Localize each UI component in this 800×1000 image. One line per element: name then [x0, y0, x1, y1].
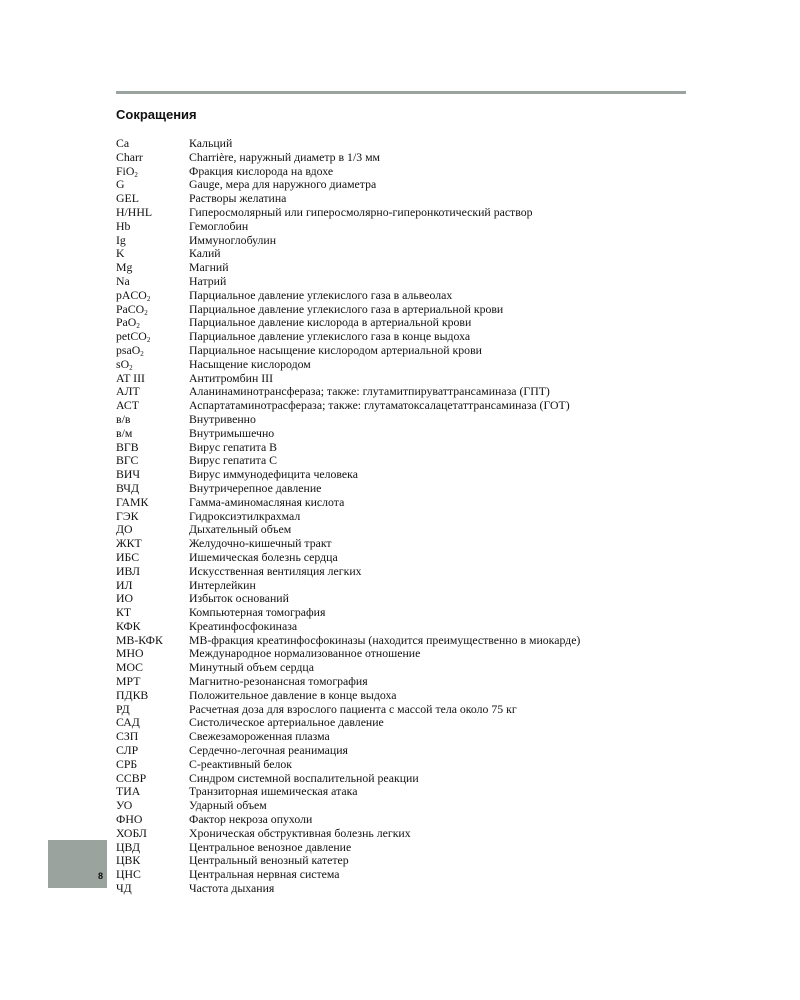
- abbreviation-definition: Парциальное давление кислорода в артериальной крови: [189, 315, 472, 330]
- abbreviation-term-base: pACO: [116, 287, 147, 302]
- abbreviation-entry: [116, 427, 686, 441]
- abbreviation-term: ВЧД: [116, 480, 139, 495]
- abbreviation-term: AT III: [116, 370, 145, 385]
- abbreviation-definition: Магнитно-резонансная томография: [189, 674, 368, 689]
- abbreviation-term-subscript: 2: [146, 336, 151, 345]
- abbreviation-term: [116, 344, 189, 358]
- abbreviation-entry: [116, 579, 686, 593]
- abbreviation-entry: [116, 413, 686, 427]
- abbreviation-term: GEL: [116, 191, 139, 206]
- abbreviation-definition: Транзиторная ишемическая атака: [189, 784, 358, 799]
- abbreviation-entry: [116, 468, 686, 482]
- abbreviation-entry: [116, 192, 686, 206]
- abbreviation-definition: Центральное венозное давление: [189, 839, 352, 854]
- abbreviation-term: ДО: [116, 522, 133, 537]
- abbreviation-term: ЖКТ: [116, 536, 142, 551]
- abbreviation-term-base: PaCO: [116, 301, 145, 316]
- abbreviation-entry: [116, 137, 686, 151]
- abbreviation-entry: [116, 758, 686, 772]
- abbreviation-list: [116, 137, 686, 896]
- abbreviation-definition: Свежезамороженная плазма: [189, 729, 330, 744]
- abbreviation-definition: Charrière, наружный диаметр в 1/3 мм: [189, 149, 380, 164]
- abbreviation-term: АЛТ: [116, 384, 140, 399]
- abbreviation-entry: [116, 261, 686, 275]
- abbreviation-term: ИВЛ: [116, 563, 140, 578]
- abbreviation-definition: Вирус гепатита С: [189, 453, 277, 468]
- abbreviation-term: УО: [116, 798, 133, 813]
- abbreviation-term: СЗП: [116, 729, 139, 744]
- abbreviation-term: СРБ: [116, 756, 138, 771]
- abbreviation-definition: Интерлейкин: [189, 577, 256, 592]
- abbreviation-definition: Кальций: [189, 136, 233, 150]
- abbreviation-term: ХОБЛ: [116, 825, 147, 840]
- abbreviation-entry: [116, 882, 686, 896]
- abbreviation-term: МНО: [116, 646, 144, 661]
- page-number-tab: [48, 840, 107, 888]
- abbreviation-definition: Аланинаминотрансфераза; также: глутамитпируваттрансаминаза (ГПТ): [189, 384, 550, 399]
- abbreviation-term: ЦВК: [116, 853, 141, 868]
- abbreviation-definition: Избыток оснований: [189, 591, 289, 606]
- abbreviation-term: [116, 358, 189, 372]
- abbreviation-definition: Минутный объем сердца: [189, 660, 314, 675]
- abbreviation-definition: Компьютерная томография: [189, 605, 326, 620]
- abbreviation-definition: Внутримышечно: [189, 425, 275, 440]
- abbreviation-entry: [116, 330, 686, 344]
- abbreviation-term: ФНО: [116, 812, 143, 827]
- abbreviation-definition: Желудочно-кишечный тракт: [189, 536, 332, 551]
- abbreviation-term: G: [116, 177, 125, 192]
- abbreviation-term: [116, 289, 189, 303]
- abbreviation-entry: [116, 482, 686, 496]
- abbreviation-term: ВГС: [116, 453, 139, 468]
- abbreviation-term: МОС: [116, 660, 144, 675]
- abbreviation-term: Hb: [116, 218, 131, 233]
- abbreviation-definition: Частота дыхания: [189, 881, 275, 896]
- abbreviation-term: [116, 303, 189, 317]
- abbreviation-entry: [116, 606, 686, 620]
- abbreviation-term: [116, 165, 189, 179]
- abbreviation-definition: Внутричерепное давление: [189, 480, 322, 495]
- abbreviation-term-subscript: 2: [134, 170, 138, 179]
- abbreviation-definition: Гиперосмолярный или гиперосмолярно-гиперонкотический раствор: [189, 204, 533, 219]
- header-rule: [116, 91, 686, 94]
- abbreviation-definition: Гидроксиэтилкрахмал: [189, 508, 301, 523]
- abbreviation-entry: [116, 454, 686, 468]
- abbreviation-entry: [116, 661, 686, 675]
- abbreviation-entry: [116, 441, 686, 455]
- abbreviation-term: МВ-КФК: [116, 632, 163, 647]
- abbreviation-term: H/HHL: [116, 204, 153, 219]
- abbreviation-entry: [116, 716, 686, 730]
- abbreviation-definition: Калий: [189, 246, 221, 261]
- abbreviation-definition: Парциальное насыщение кислородом артериальной крови: [189, 342, 482, 357]
- abbreviation-definition: Аспартатаминотрасфераза; также: глутаматоксалацетаттрансаминаза (ГОТ): [189, 398, 570, 413]
- abbreviation-definition: Вирус иммунодефицита человека: [189, 467, 358, 482]
- abbreviation-term: в/м: [116, 425, 133, 440]
- abbreviation-entry: [116, 372, 686, 386]
- abbreviation-entry: [116, 165, 686, 179]
- abbreviation-term: Mg: [116, 260, 133, 275]
- abbreviation-term-subscript: 2: [144, 308, 148, 317]
- abbreviation-term: K: [116, 246, 125, 261]
- abbreviation-term: ВГВ: [116, 439, 139, 454]
- abbreviation-definition: Центральный венозный катетер: [189, 853, 349, 868]
- abbreviation-entry: [116, 178, 686, 192]
- abbreviation-definition: Насыщение кислородом: [189, 356, 311, 371]
- abbreviation-entry: [116, 772, 686, 786]
- abbreviation-term: ТИА: [116, 784, 141, 799]
- abbreviation-definition: Центральная нервная система: [189, 867, 340, 882]
- abbreviation-entry: [116, 247, 686, 261]
- abbreviation-entry: [116, 592, 686, 606]
- abbreviation-term-subscript: 2: [136, 322, 140, 331]
- abbreviation-term: ССВР: [116, 770, 147, 785]
- abbreviation-entry: [116, 703, 686, 717]
- abbreviation-term: ЦВД: [116, 839, 140, 854]
- abbreviation-definition: С-реактивный белок: [189, 756, 293, 771]
- abbreviation-definition: Парциальное давление углекислого газа в артериальной крови: [189, 301, 504, 316]
- abbreviation-entry: [116, 827, 686, 841]
- abbreviation-entry: [116, 675, 686, 689]
- abbreviation-term: ИБС: [116, 549, 140, 564]
- abbreviation-entry: [116, 510, 686, 524]
- abbreviation-definition: Хроническая обструктивная болезнь легких: [189, 825, 411, 840]
- abbreviation-definition: Сердечно-легочная реанимация: [189, 743, 348, 758]
- abbreviation-term: ГЭК: [116, 508, 139, 523]
- abbreviation-entry: [116, 744, 686, 758]
- abbreviation-definition: Парциальное давление углекислого газа в альвеолах: [189, 287, 453, 302]
- abbreviation-definition: Ишемическая болезнь сердца: [189, 549, 338, 564]
- abbreviation-entry: [116, 730, 686, 744]
- abbreviation-definition: Внутривенно: [189, 411, 256, 426]
- abbreviation-term: РД: [116, 701, 130, 716]
- abbreviation-definition: Дыхательный объем: [189, 522, 292, 537]
- abbreviation-term: АСТ: [116, 398, 140, 413]
- abbreviation-entry: [116, 868, 686, 882]
- abbreviation-term-base: psaO: [116, 342, 141, 357]
- abbreviation-term-base: FiO: [116, 163, 135, 178]
- abbreviation-entry: [116, 289, 686, 303]
- abbreviation-entry: [116, 206, 686, 220]
- abbreviation-definition: Парциальное давление углекислого газа в конце выдоха: [189, 329, 471, 344]
- abbreviation-term-subscript: 2: [129, 363, 133, 372]
- abbreviation-definition: Систолическое артериальное давление: [189, 715, 384, 730]
- abbreviation-term: МРТ: [116, 674, 141, 689]
- abbreviation-entry: [116, 385, 686, 399]
- abbreviation-term-base: sO: [116, 356, 130, 371]
- abbreviation-term: ИО: [116, 591, 134, 606]
- abbreviation-definition: Фактор некроза опухоли: [189, 812, 313, 827]
- abbreviation-entry: [116, 358, 686, 372]
- abbreviation-definition: Фракция кислорода на вдохе: [189, 163, 334, 178]
- abbreviation-entry: [116, 854, 686, 868]
- abbreviation-term-subscript: 2: [140, 349, 144, 358]
- abbreviation-term: ВИЧ: [116, 467, 141, 482]
- abbreviation-entry: [116, 537, 686, 551]
- abbreviation-term: Charr: [116, 149, 143, 164]
- page-title: Сокращения: [116, 107, 197, 122]
- abbreviation-entry: [116, 620, 686, 634]
- abbreviation-entry: [116, 220, 686, 234]
- abbreviation-term: ЧД: [116, 881, 132, 896]
- abbreviation-definition: Антитромбин III: [189, 370, 274, 385]
- abbreviation-entry: [116, 303, 686, 317]
- abbreviation-term-subscript: 2: [146, 294, 151, 303]
- abbreviation-entry: [116, 689, 686, 703]
- abbreviation-term: ЦНС: [116, 867, 141, 882]
- abbreviation-definition: Синдром системной воспалительной реакции: [189, 770, 419, 785]
- abbreviation-definition: Ударный объем: [189, 798, 267, 813]
- abbreviation-term: Ig: [116, 232, 126, 247]
- abbreviation-entry: [116, 234, 686, 248]
- abbreviation-definition: Вирус гепатита В: [189, 439, 277, 454]
- abbreviation-entry: [116, 344, 686, 358]
- abbreviation-definition: Расчетная доза для взрослого пациента с массой тела около 75 кг: [189, 701, 517, 716]
- abbreviation-definition: Gauge, мера для наружного диаметра: [189, 177, 377, 192]
- abbreviation-term-base: PaO: [116, 315, 137, 330]
- abbreviation-entry: [116, 275, 686, 289]
- abbreviation-term: [116, 330, 189, 344]
- abbreviation-entry: [116, 399, 686, 413]
- abbreviation-term: СЛР: [116, 743, 139, 758]
- abbreviation-term: КФК: [116, 618, 141, 633]
- abbreviation-term: Ca: [116, 136, 130, 150]
- abbreviation-entry: [116, 647, 686, 661]
- abbreviation-definition: Гемоглобин: [189, 218, 249, 233]
- abbreviation-term: [116, 316, 189, 330]
- abbreviation-entry: [116, 813, 686, 827]
- abbreviation-definition: Креатинфосфокиназа: [189, 618, 298, 633]
- abbreviation-entry: [116, 634, 686, 648]
- abbreviation-entry: [116, 496, 686, 510]
- abbreviation-definition: Искусственная вентиляция легких: [189, 563, 362, 578]
- abbreviation-term: Na: [116, 273, 130, 288]
- abbreviation-term: в/в: [116, 411, 131, 426]
- abbreviation-definition: Иммуноглобулин: [189, 232, 277, 247]
- abbreviation-entry: [116, 565, 686, 579]
- abbreviation-definition: Международное нормализованное отношение: [189, 646, 421, 661]
- abbreviation-term-base: petCO: [116, 329, 147, 344]
- abbreviation-definition: Гамма-аминомасляная кислота: [189, 494, 345, 509]
- abbreviation-term: САД: [116, 715, 140, 730]
- abbreviation-definition: Положительное давление в конце выдоха: [189, 687, 397, 702]
- abbreviation-definition: Растворы желатина: [189, 191, 287, 206]
- abbreviation-entry: [116, 151, 686, 165]
- abbreviation-definition: МВ-фракция креатинфосфокиназы (находится преимущественно в миокарде): [189, 632, 581, 647]
- abbreviation-entry: [116, 523, 686, 537]
- abbreviation-definition: Натрий: [189, 273, 227, 288]
- abbreviation-entry: [116, 799, 686, 813]
- abbreviation-term: ПДКВ: [116, 687, 149, 702]
- abbreviation-term: КТ: [116, 605, 132, 620]
- page-number: 8: [97, 871, 103, 881]
- abbreviation-term: ИЛ: [116, 577, 133, 592]
- abbreviation-definition: Магний: [189, 260, 229, 275]
- abbreviation-term: ГАМК: [116, 494, 149, 509]
- abbreviation-entry: [116, 551, 686, 565]
- abbreviation-entry: [116, 785, 686, 799]
- abbreviation-entry: [116, 841, 686, 855]
- abbreviation-entry: [116, 316, 686, 330]
